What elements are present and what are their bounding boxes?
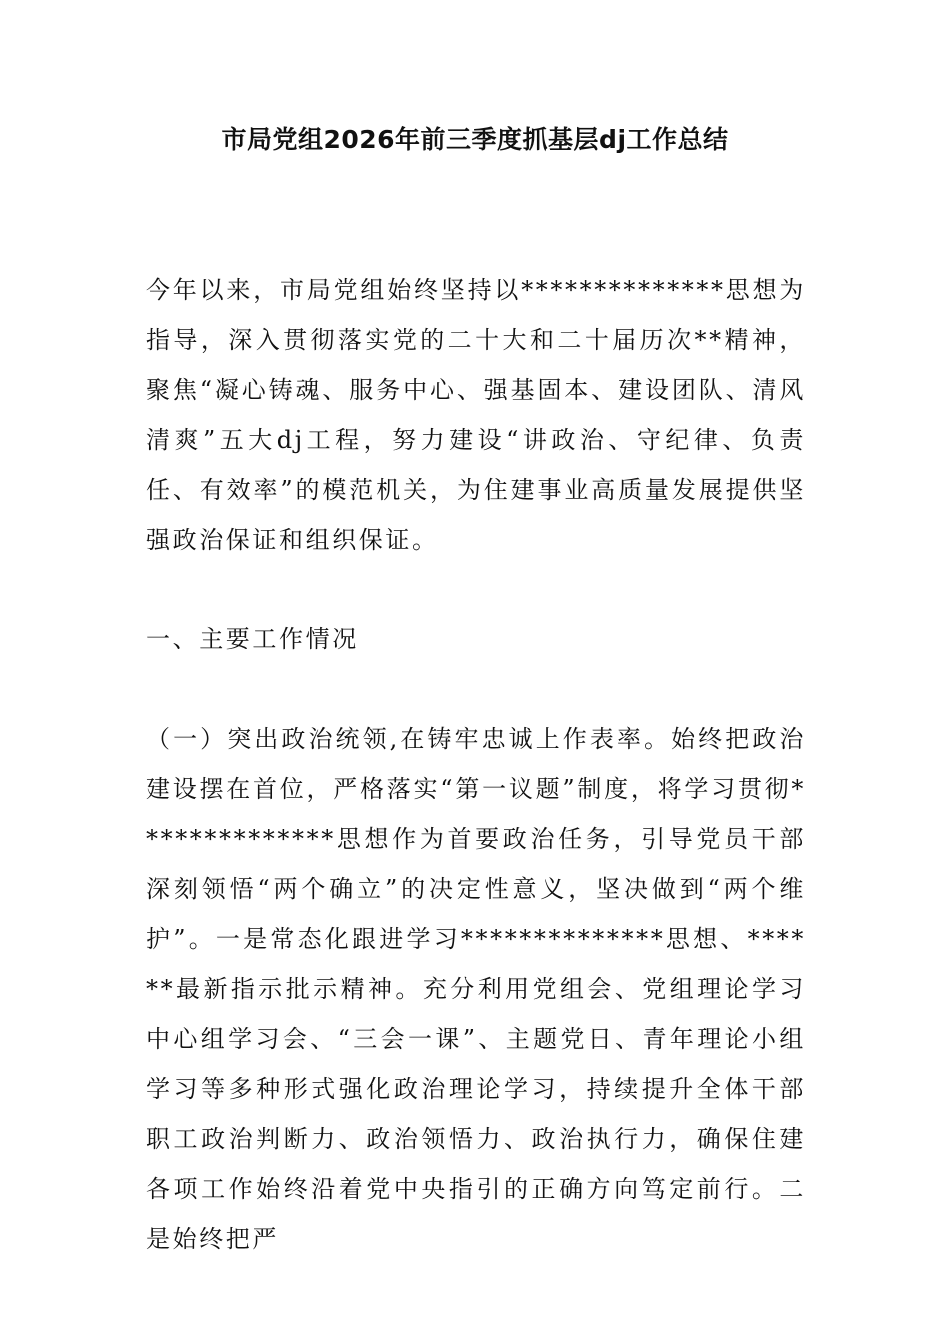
subsection-paragraph: （一）突出政治统领,在铸牢忠诚上作表率。始终把政治建设摆在首位，严格落实“第一议题”制度，将学习贯彻**************思想作为首要政治任务，引导党员干部深刻领悟“两个确立”的决定性意义，坚决做到“两个维护”。一是常态化跟进学习**************思想、******最新指示批示精神。充分利用党组会、党组理论学习中心组学习会、“三会一课”、主题党日、青年理论小组学习等多种形式强化政治理论学习，持续提升全体干部职工政治判断力、政治领悟力、政治执行力，确保住建各项工作始终沿着党中央指引的正确方向笃定前行。二是始终把严 — [146, 725, 806, 1253]
document-title: 市局党组2026年前三季度抓基层dj工作总结 — [221, 125, 729, 154]
intro-paragraph: 今年以来，市局党组始终坚持以**************思想为指导，深入贯彻落实党的二十大和二十届历次**精神，聚焦“凝心铸魂、服务中心、强基固本、建设团队、清风清爽”五大dj工程，努力建设“讲政治、守纪律、负责任、有效率”的模范机关，为住建事业高质量发展提供坚强政治保证和组织保证。 — [146, 276, 806, 554]
section-heading: 一、主要工作情况 — [146, 625, 359, 653]
